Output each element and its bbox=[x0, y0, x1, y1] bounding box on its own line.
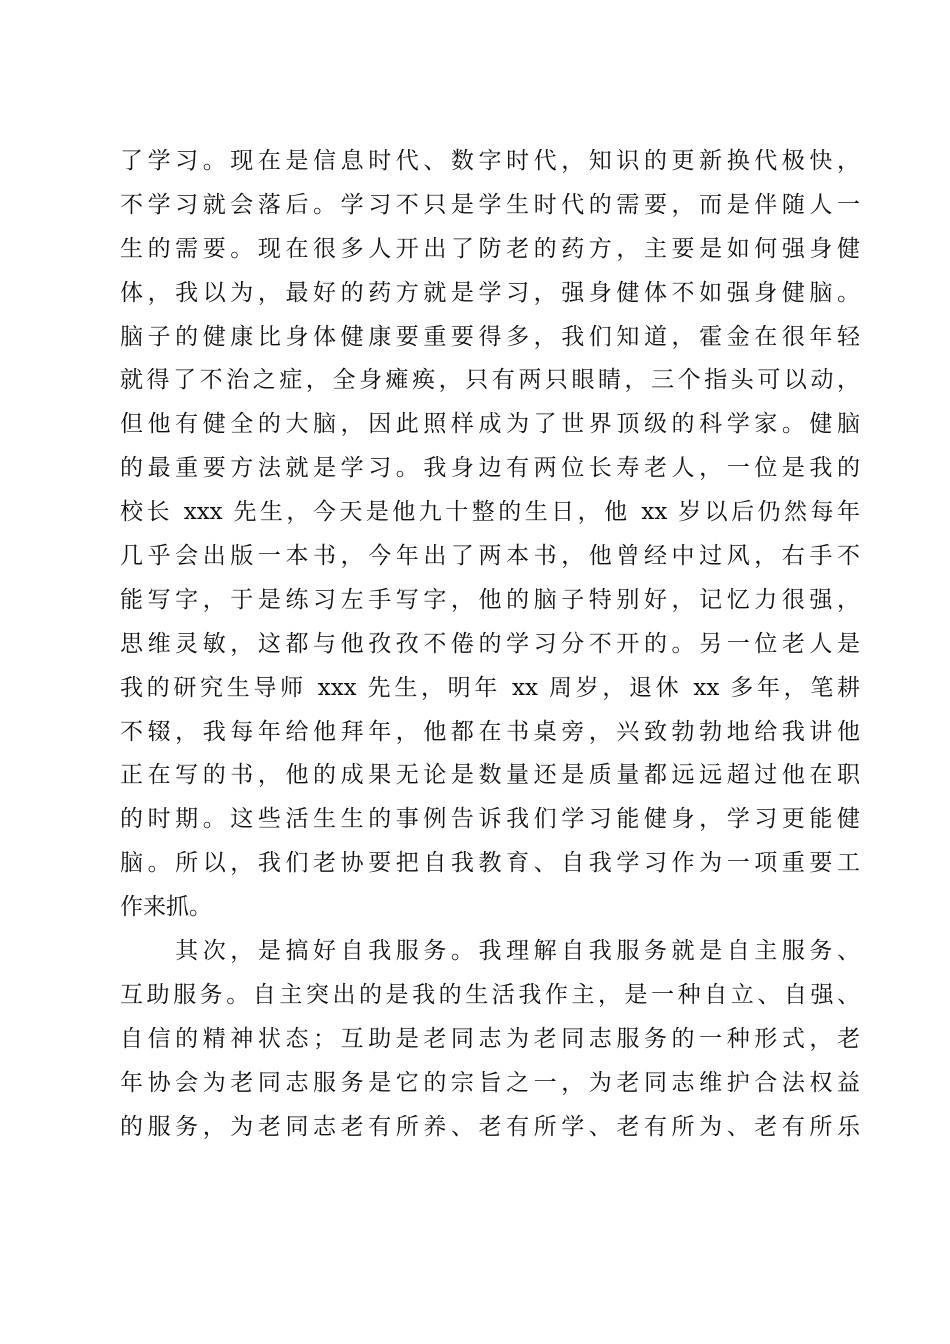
text-line: 就得了不治之症，全身瘫痪，只有两只眼睛，三个指头可以动， bbox=[120, 367, 860, 394]
text-line: 几乎会出版一本书，今年出了两本书，他曾经中过风，右手不 bbox=[120, 543, 860, 570]
text-line: 思维灵敏，这都与他孜孜不倦的学习分不开的。另一位老人是 bbox=[120, 630, 860, 657]
text-line: 了学习。现在是信息时代、数字时代，知识的更新换代极快， bbox=[120, 148, 860, 174]
text-line: 的时期。这些活生生的事例告诉我们学习能健身，学习更能健 bbox=[120, 806, 860, 833]
text-line: 不辍，我每年给他拜年，他都在书桌旁，兴致勃勃地给我讲他 bbox=[120, 718, 860, 745]
text-line: 脑子的健康比身体健康要重要得多，我们知道，霍金在很年轻 bbox=[120, 323, 860, 350]
paragraph-2 bbox=[120, 933, 860, 1152]
text-line: 能写字，于是练习左手写字，他的脑子特别好，记忆力很强， bbox=[120, 586, 860, 613]
text-line: 其次，是搞好自我服务。我理解自我服务就是自主服务、 bbox=[120, 938, 860, 965]
text-line: 年协会为老同志服务是它的宗旨之一，为老同志维护合法权益 bbox=[120, 1069, 860, 1096]
text-line: 的最重要方法就是学习。我身边有两位长寿老人，一位是我的 bbox=[120, 455, 860, 482]
text-line: 不学习就会落后。学习不只是学生时代的需要，而是伴随人一 bbox=[120, 191, 860, 218]
text-line: 但他有健全的大脑，因此照样成为了世界顶级的科学家。健脑 bbox=[120, 411, 860, 438]
text-line: 作来抓。 bbox=[120, 894, 212, 921]
text-line: 生的需要。现在很多人开出了防老的药方，主要是如何强身健 bbox=[120, 235, 860, 262]
text-line: 我的研究生导师 xxx 先生，明年 xx 周岁，退休 xx 多年，笔耕 bbox=[120, 674, 860, 701]
text-line: 自信的精神状态；互助是老同志为老同志服务的一种形式，老 bbox=[120, 1025, 860, 1052]
text-line: 脑。所以，我们老协要把自我教育、自我学习作为一项重要工 bbox=[120, 850, 860, 877]
text-line: 的服务，为老同志老有所养、老有所学、老有所为、老有所乐 bbox=[120, 1113, 860, 1140]
text-line: 体，我以为，最好的药方就是学习，强身健体不如强身健脑。 bbox=[120, 279, 860, 306]
paragraph-1 bbox=[120, 143, 860, 933]
text-line: 校长 xxx 先生，今天是他九十整的生日，他 xx 岁以后仍然每年 bbox=[120, 499, 860, 526]
text-line: 正在写的书，他的成果无论是数量还是质量都远远超过他在职 bbox=[120, 762, 860, 789]
text-line: 互助服务。自主突出的是我的生活我作主，是一种自立、自强、 bbox=[120, 981, 860, 1008]
document-body bbox=[120, 143, 860, 1152]
